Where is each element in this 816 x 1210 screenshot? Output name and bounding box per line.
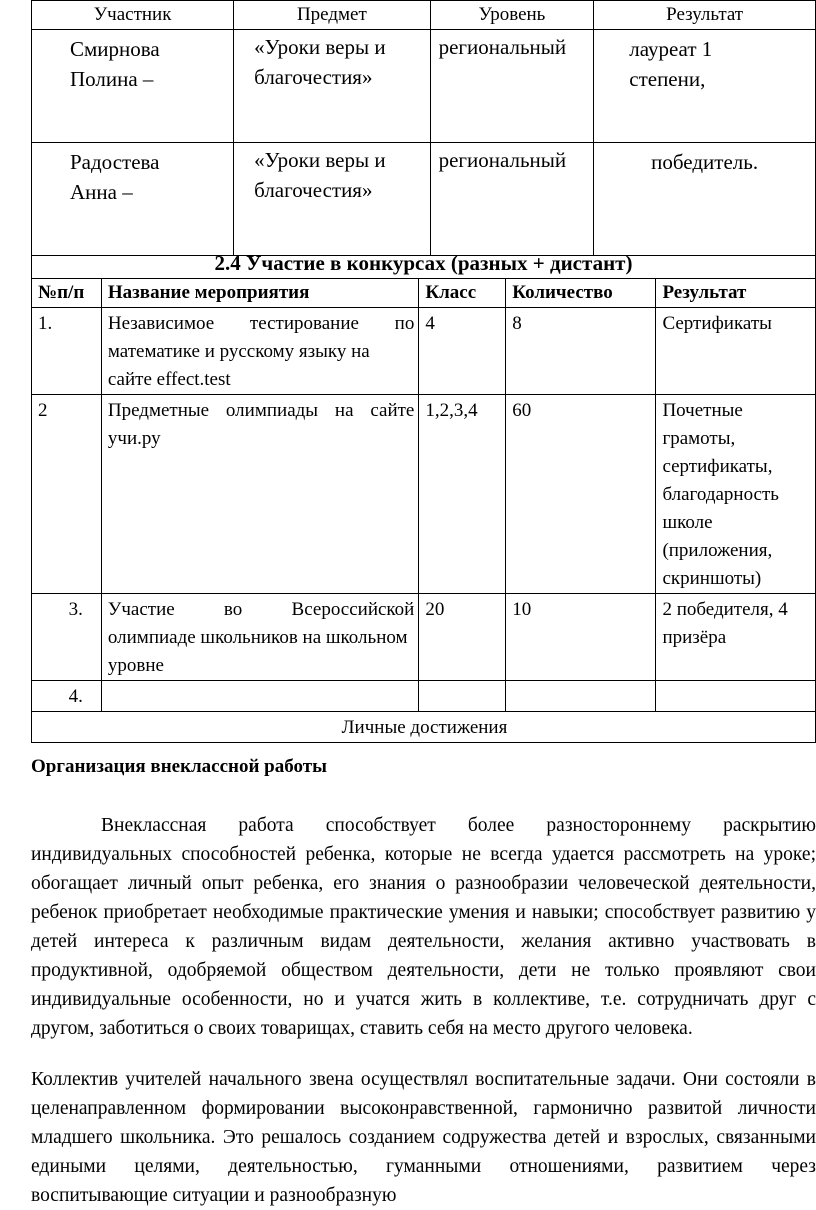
table-row [32, 594, 816, 681]
personal-achievements-label: Личные достижения [32, 712, 816, 743]
level-cell: региональный [430, 30, 594, 143]
participants-header-row [32, 1, 816, 30]
contests-table [31, 278, 816, 743]
count-cell: 10 [506, 594, 656, 681]
paragraph-teachers: Коллектив учителей начального звена осуществлял воспитательные задачи. Они состояли в целенаправленном формировании высоконравственной, гармонично развитой личности младшего школьника. Это решалось созданием содружества детей и взрослых, связанными едиными целями, деятельностью, гуманными отношениями, развитием через воспитывающие ситуации и разнообразную [31, 1069, 816, 1206]
contests-header-row [32, 279, 816, 308]
count-cell [506, 681, 656, 712]
header-number: №п/п [32, 279, 102, 308]
result-line-1: лауреат 1 [629, 37, 713, 61]
subject-cell: «Уроки веры и благочестия» [234, 30, 430, 143]
participant-name-2: Полина – [70, 67, 154, 91]
section-heading: 2.4 Участие в конкурсах (разных + дистант) [31, 245, 816, 279]
participant-name-2: Анна – [70, 180, 133, 204]
result-cell [594, 30, 816, 143]
participant-name: Радостева [70, 150, 160, 174]
result-cell: Почетные грамоты, сертификаты, благодарность школе (приложения, скриншоты) [656, 395, 816, 594]
table-row [32, 395, 816, 594]
row-number: 3. [32, 594, 102, 681]
count-cell: 8 [506, 308, 656, 395]
table-row [32, 30, 816, 143]
event-name-rest: олимпиаде школьников на школьном уровне [107, 627, 408, 676]
event-name [101, 681, 418, 712]
subject-cell: «Уроки веры и благочестия» [234, 143, 430, 256]
header-event-name: Название мероприятия [101, 279, 418, 308]
paragraph-extracurricular: Внеклассная работа способствует более разностороннему раскрытию индивидуальных способностей ребенка, которые не всегда удается рассмотреть на уроке; обогащает личный опыт ребенка, его знания о разнообразии человеческой деятельности, ребенок приобретает необходимые практические умения и навыки; способствует развитию у детей интереса к различным видам деятельности, желания активно участвовать в продуктивной, одобряемой обществом деятельности, дети не только проявляют свои индивидуальные особенности, но и учатся жить в коллективе, т.е. сотрудничать друг с другом, заботиться о своих товарищах, ставить себя на место другого человека. [31, 815, 816, 1039]
participant-cell [32, 30, 234, 143]
grade-cell: 4 [419, 308, 506, 395]
section-title: Организация внеклассной работы [31, 756, 327, 777]
table-row [32, 143, 816, 256]
event-name-first-line: Предметные олимпиады на сайте [107, 400, 415, 421]
header-result: Результат [594, 1, 816, 30]
header-result: Результат [656, 279, 816, 308]
event-name-rest: учи.ру [107, 428, 161, 449]
event-name [101, 395, 418, 594]
header-grade: Класс [419, 279, 506, 308]
result-cell [656, 681, 816, 712]
event-name [101, 308, 418, 395]
header-subject: Предмет [234, 1, 430, 30]
result-cell: 2 победителя, 4 призёра [656, 594, 816, 681]
event-name-rest: математике и русскому языку на сайте effect.test [107, 341, 370, 390]
table-row [32, 308, 816, 395]
header-level: Уровень [430, 1, 594, 30]
contests-footer-row [32, 712, 816, 743]
event-name [101, 594, 418, 681]
result-line-2: степени, [629, 67, 706, 91]
level-cell: региональный [430, 143, 594, 256]
table-row [32, 681, 816, 712]
row-number: 2 [32, 395, 102, 594]
event-name-first-line: Независимое тестирование по [107, 313, 415, 334]
grade-cell: 1,2,3,4 [419, 395, 506, 594]
row-number: 4. [32, 681, 102, 712]
participant-cell [32, 143, 234, 256]
row-number: 1. [32, 308, 102, 395]
participant-name: Смирнова [70, 37, 160, 61]
result-cell: Сертификаты [656, 308, 816, 395]
count-cell: 60 [506, 395, 656, 594]
result-cell: победитель. [594, 143, 816, 256]
event-name-first-line: Участие во Всероссийской [107, 599, 415, 620]
header-participant: Участник [32, 1, 234, 30]
grade-cell: 20 [419, 594, 506, 681]
participants-table [31, 0, 816, 256]
grade-cell [419, 681, 506, 712]
header-count: Количество [506, 279, 656, 308]
